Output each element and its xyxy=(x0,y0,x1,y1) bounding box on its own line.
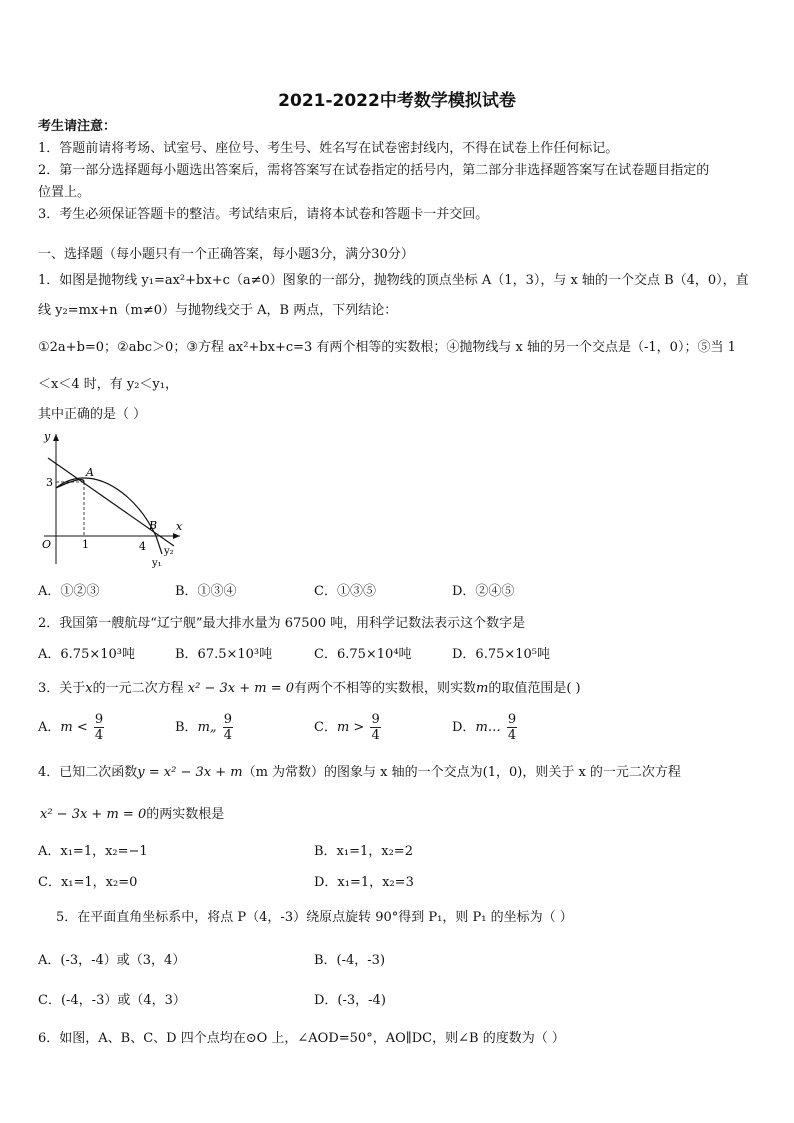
curve-label-y1: y₁ xyxy=(152,558,162,569)
q3-option-c-rel: m > xyxy=(336,720,365,735)
q2-stem: 2．我国第一艘航母“辽宁舰”最大排水量为 67500 吨，用科学记数法表示这个数字是 xyxy=(38,616,526,631)
q3-option-a[interactable] xyxy=(38,712,104,743)
q1-line-1: 1．如图是抛物线 y₁=ax²+bx+c（a≠0）图象的一部分，抛物线的顶点坐标 A（1，3），与 x 轴的一个交点 B（4，0），直 xyxy=(38,273,749,288)
q3-stem-c: 有两个不相等的实数根，则实数 xyxy=(294,681,477,696)
page-title: 2021-2022中考数学模拟试卷 xyxy=(278,91,516,111)
notice-item-2: 2．第一部分选择题每小题选出答案后，需将答案写在试卷指定的括号内，第二部分非选择题答案写在试卷题目指定的 xyxy=(38,163,710,178)
q3-option-d-rel: m… xyxy=(475,720,501,735)
fraction-numerator: 9 xyxy=(507,712,517,727)
q3-option-d-label: D． xyxy=(452,720,476,735)
q4-option-c[interactable]: C．x₁=1，x₂=0 xyxy=(38,875,138,890)
q2-option-b[interactable]: B．67.5×10³吨 xyxy=(175,647,273,662)
x-axis-arrow xyxy=(173,533,180,539)
q1-parabola-graph xyxy=(38,428,188,570)
q3-option-c-label: C． xyxy=(314,720,337,735)
q4-stem-line-1 xyxy=(38,764,681,782)
q3-var-m: m xyxy=(476,681,489,696)
q1-line-3: ①2a+b=0；②abc＞0；③方程 ax²+bx+c=3 有两个相等的实数根；④抛物线与 x 轴的另一个交点是（-1，0）；⑤当 1 xyxy=(38,340,736,355)
q4-stem-line-2 xyxy=(40,806,224,824)
parabola-y1 xyxy=(56,478,162,554)
q3-stem-d: 的取值范围是( ) xyxy=(488,681,581,696)
fraction-numerator: 9 xyxy=(94,712,104,727)
x-axis-label: x xyxy=(176,520,183,533)
q4-option-a[interactable]: A．x₁=1，x₂=−1 xyxy=(38,844,148,859)
q5-option-c[interactable]: C．(-4，-3）或（4，3） xyxy=(38,993,186,1008)
fraction-numerator: 9 xyxy=(371,712,380,727)
point-b-label: B xyxy=(149,519,158,532)
q4-stem-a: 4．已知二次函数 xyxy=(38,765,138,780)
q5-stem: 5．在平面直角坐标系中，将点 P（4，-3）绕原点旋转 90°得到 P₁，则 P₁ 的坐标为（ ） xyxy=(56,910,573,925)
q3-option-c[interactable] xyxy=(314,712,381,743)
q3-option-d-fraction xyxy=(507,712,517,743)
y-axis-label: y xyxy=(44,430,51,443)
fraction-denominator: 4 xyxy=(507,728,517,743)
notice-item-2-cont: 位置上。 xyxy=(38,185,91,200)
q4-stem-c: 的两实数根是 xyxy=(146,807,225,822)
q3-stem xyxy=(38,680,581,698)
fraction-numerator: 9 xyxy=(223,712,233,727)
q4-option-d[interactable]: D．x₁=1，x₂=3 xyxy=(314,875,414,890)
notice-heading: 考生请注意： xyxy=(38,119,117,134)
q3-option-b-rel: m„ xyxy=(197,720,217,735)
y-axis-arrow xyxy=(53,434,59,441)
q1-option-a[interactable]: A．①②③ xyxy=(38,584,100,599)
section-heading: 一、选择题（每小题只有一个正确答案，每小题3分，满分30分） xyxy=(38,247,414,262)
point-a-label: A xyxy=(86,466,94,479)
q4-stem-b: （m 为常数）的图象与 x 轴的一个交点为(1，0)，则关于 x 的一元二次方程 xyxy=(242,765,681,780)
q5-option-a[interactable]: A．(-3，-4）或（3，4） xyxy=(38,953,186,968)
q3-option-b-label: B． xyxy=(175,720,198,735)
line-y2 xyxy=(48,458,174,546)
fraction-denominator: 4 xyxy=(94,728,104,743)
q1-line-5: 其中正确的是（ ） xyxy=(38,407,147,422)
fraction-denominator: 4 xyxy=(223,728,233,743)
origin-label: O xyxy=(42,538,52,551)
q1-option-b[interactable]: B．①③④ xyxy=(175,584,237,599)
q5-option-d[interactable]: D．(-3，-4) xyxy=(314,993,386,1008)
q2-option-d[interactable]: D．6.75×10⁵吨 xyxy=(452,647,551,662)
q3-option-a-rel: m < xyxy=(60,720,88,735)
q4-option-b[interactable]: B．x₁=1，x₂=2 xyxy=(314,844,413,859)
q2-option-a[interactable]: A．6.75×10³吨 xyxy=(38,647,135,662)
q3-option-c-fraction xyxy=(370,712,380,743)
q3-stem-b: 的一元二次方程 xyxy=(92,681,184,696)
x-tick-4: 4 xyxy=(139,540,146,553)
q3-option-a-label: A． xyxy=(38,720,61,735)
q4-equation: x² − 3x + m = 0 xyxy=(40,807,147,822)
q1-option-d[interactable]: D．②④⑤ xyxy=(452,584,515,599)
fraction-denominator: 4 xyxy=(371,728,380,743)
q6-stem: 6．如图，A、B、C、D 四个点均在⊙O 上，∠AOD=50°，AO∥DC，则∠B 的度数为（ ） xyxy=(38,1031,565,1046)
notice-item-3: 3．考生必须保证答题卡的整洁。考试结束后，请将本试卷和答题卡一并交回。 xyxy=(38,207,489,222)
q3-var-x: x xyxy=(85,681,93,696)
q3-option-b-fraction xyxy=(223,712,233,743)
q3-option-b[interactable] xyxy=(175,712,233,743)
curve-label-y2: y₂ xyxy=(164,546,174,557)
q4-function: y = x² − 3x + m xyxy=(137,765,243,780)
q1-line-2: 线 y₂=mx+n（m≠0）与抛物线交于 A，B 两点，下列结论： xyxy=(38,303,398,318)
y-tick-3: 3 xyxy=(46,476,53,489)
q3-option-d[interactable] xyxy=(452,712,517,743)
q1-line-4: ＜x＜4 时，有 y₂＜y₁， xyxy=(38,377,178,392)
q1-option-c[interactable]: C．①③⑤ xyxy=(314,584,376,599)
q5-option-b[interactable]: B．(-4，-3) xyxy=(314,953,386,968)
notice-item-1: 1．答题前请将考场、试室号、座位号、考生号、姓名写在试卷密封线内，不得在试卷上作任何标记。 xyxy=(38,141,619,156)
q3-stem-a: 3．关于 xyxy=(38,681,86,696)
q2-option-c[interactable]: C．6.75×10⁴吨 xyxy=(314,647,412,662)
q3-equation: x² − 3x + m = 0 xyxy=(187,681,294,696)
x-tick-1: 1 xyxy=(82,538,89,551)
q3-option-a-fraction xyxy=(94,712,104,743)
